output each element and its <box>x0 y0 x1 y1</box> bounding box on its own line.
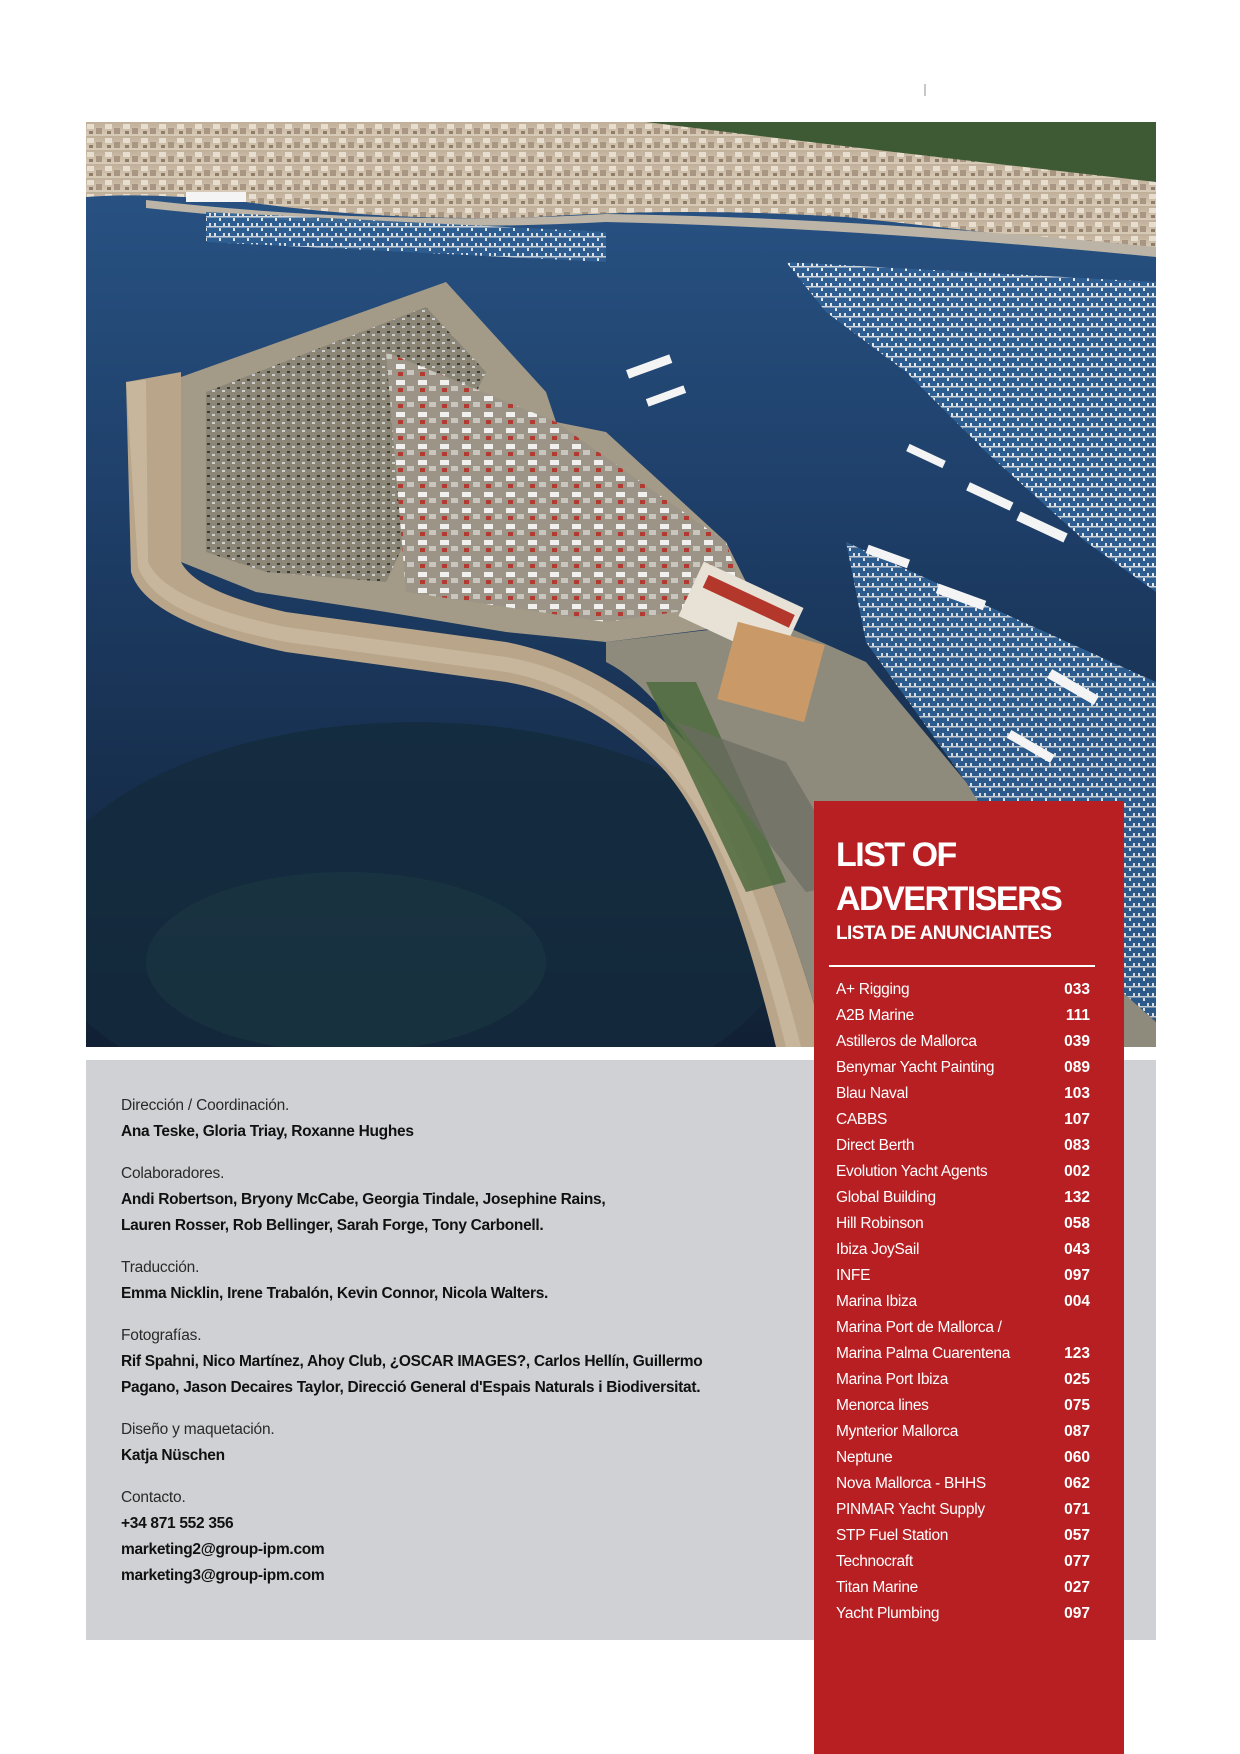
advertiser-row <box>836 1367 1090 1393</box>
advertiser-row <box>836 1549 1090 1575</box>
page-marker <box>924 84 926 96</box>
credit-design <box>121 1417 761 1469</box>
advertiser-row <box>836 1341 1090 1367</box>
advertiser-name: Marina Port de Mallorca / <box>836 1319 1002 1336</box>
advertiser-name: Hill Robinson <box>836 1215 924 1232</box>
advertiser-page-number: 002 <box>1064 1163 1090 1180</box>
advertiser-name: Global Building <box>836 1189 936 1206</box>
advertisers-panel <box>814 801 1124 1754</box>
credit-role-label: Diseño y maquetación. <box>121 1421 275 1438</box>
advertiser-page-number: 075 <box>1064 1397 1090 1414</box>
advertiser-name: Menorca lines <box>836 1397 929 1414</box>
advertiser-row <box>836 1419 1090 1445</box>
advertiser-page-number: 057 <box>1064 1527 1090 1544</box>
advertiser-row <box>836 1393 1090 1419</box>
credit-names: Ana Teske, Gloria Triay, Roxanne Hughes <box>121 1123 414 1140</box>
advertiser-row <box>836 1601 1090 1627</box>
advertisers-title-line1: LIST OF <box>836 836 956 874</box>
contact-email: marketing2@group-ipm.com <box>121 1541 325 1558</box>
advertiser-name: Direct Berth <box>836 1137 915 1154</box>
advertiser-page-number: 103 <box>1064 1085 1090 1102</box>
advertisers-list <box>836 977 1090 1627</box>
advertiser-name: Titan Marine <box>836 1579 918 1596</box>
advertiser-page-number: 004 <box>1064 1293 1090 1310</box>
advertiser-row <box>836 1211 1090 1237</box>
advertiser-name: Evolution Yacht Agents <box>836 1163 988 1180</box>
advertiser-page-number: 027 <box>1064 1579 1090 1596</box>
advertiser-page-number: 062 <box>1064 1475 1090 1492</box>
advertiser-row <box>836 1263 1090 1289</box>
advertiser-row <box>836 1471 1090 1497</box>
credits-content <box>121 1093 761 1605</box>
advertiser-name: A2B Marine <box>836 1007 914 1024</box>
contact-email: marketing3@group-ipm.com <box>121 1567 325 1584</box>
advertiser-row <box>836 1055 1090 1081</box>
advertiser-name: Technocraft <box>836 1553 913 1570</box>
advertiser-name: Neptune <box>836 1449 893 1466</box>
advertiser-name: Marina Palma Cuarentena <box>836 1345 1011 1362</box>
advertiser-name: CABBS <box>836 1111 888 1128</box>
advertiser-name: Marina Ibiza <box>836 1293 917 1310</box>
advertiser-row <box>836 1575 1090 1601</box>
credit-direction <box>121 1093 761 1145</box>
credit-collaborators <box>121 1161 761 1239</box>
advertiser-name: Marina Port Ibiza <box>836 1371 949 1388</box>
credit-role-label: Contacto. <box>121 1489 186 1506</box>
credit-names: Andi Robertson, Bryony McCabe, Georgia Tindale, Josephine Rains, <box>121 1191 606 1208</box>
advertiser-page-number: 111 <box>1065 1007 1090 1024</box>
advertiser-name: Benymar Yacht Painting <box>836 1059 995 1076</box>
advertisers-title <box>836 833 1106 921</box>
advertiser-row <box>836 1523 1090 1549</box>
advertiser-row <box>836 1237 1090 1263</box>
credit-role-label: Traducción. <box>121 1259 200 1276</box>
advertiser-row <box>836 977 1090 1003</box>
advertiser-page-number: 043 <box>1064 1241 1090 1258</box>
advertiser-name: Mynterior Mallorca <box>836 1423 959 1440</box>
credit-role-label: Fotografías. <box>121 1327 202 1344</box>
credit-role-label: Dirección / Coordinación. <box>121 1097 290 1114</box>
credit-photos <box>121 1323 761 1401</box>
advertiser-page-number: 132 <box>1064 1189 1090 1206</box>
advertiser-page-number: 039 <box>1064 1033 1090 1050</box>
advertiser-name: INFE <box>836 1267 871 1284</box>
advertiser-row <box>836 1107 1090 1133</box>
advertiser-row <box>836 1289 1090 1315</box>
advertiser-row <box>836 1029 1090 1055</box>
advertiser-row <box>836 1133 1090 1159</box>
advertiser-page-number: 033 <box>1064 981 1090 998</box>
contact-phone: +34 871 552 356 <box>121 1515 234 1532</box>
credit-names: Emma Nicklin, Irene Trabalón, Kevin Connor, Nicola Walters. <box>121 1285 549 1302</box>
divider <box>829 965 1095 967</box>
advertiser-page-number: 089 <box>1064 1059 1090 1076</box>
credit-names: Katja Nüschen <box>121 1447 225 1464</box>
credit-names: Pagano, Jason Decaires Taylor, Direcció General d'Espais Naturals i Biodiversitat. <box>121 1379 701 1396</box>
credit-translation <box>121 1255 761 1307</box>
advertiser-name: Astilleros de Mallorca <box>836 1033 977 1050</box>
advertisers-subtitle: LISTA DE ANUNCIANTES <box>836 923 1052 944</box>
advertiser-page-number: 107 <box>1064 1111 1090 1128</box>
advertiser-name: A+ Rigging <box>836 981 910 998</box>
advertiser-row <box>836 1159 1090 1185</box>
advertiser-row <box>836 1003 1090 1029</box>
advertiser-page-number: 071 <box>1064 1501 1090 1518</box>
advertiser-row <box>836 1497 1090 1523</box>
advertiser-page-number: 083 <box>1064 1137 1090 1154</box>
advertiser-page-number: 077 <box>1064 1553 1090 1570</box>
credit-contact <box>121 1485 761 1589</box>
advertiser-page-number: 087 <box>1064 1423 1090 1440</box>
advertisers-title-line2: ADVERTISERS <box>836 880 1062 918</box>
advertiser-name: Blau Naval <box>836 1085 908 1102</box>
advertiser-page-number: 060 <box>1064 1449 1090 1466</box>
advertiser-row <box>836 1081 1090 1107</box>
advertiser-name: STP Fuel Station <box>836 1527 949 1544</box>
advertiser-page-number: 097 <box>1064 1605 1090 1622</box>
advertiser-name: Ibiza JoySail <box>836 1241 920 1258</box>
credit-names: Lauren Rosser, Rob Bellinger, Sarah Forge, Tony Carbonell. <box>121 1217 544 1234</box>
credit-role-label: Colaboradores. <box>121 1165 225 1182</box>
advertiser-row <box>836 1315 1090 1341</box>
advertiser-row <box>836 1445 1090 1471</box>
advertiser-row <box>836 1185 1090 1211</box>
advertiser-name: Yacht Plumbing <box>836 1605 940 1622</box>
advertiser-name: Nova Mallorca - BHHS <box>836 1475 986 1492</box>
advertiser-page-number: 097 <box>1064 1267 1090 1284</box>
advertiser-page-number: 123 <box>1064 1345 1090 1362</box>
credit-names: Rif Spahni, Nico Martínez, Ahoy Club, ¿OSCAR IMAGES?, Carlos Hellín, Guillermo <box>121 1353 703 1370</box>
advertiser-page-number: 058 <box>1064 1215 1090 1232</box>
advertiser-page-number: 025 <box>1064 1371 1090 1388</box>
advertiser-name: PINMAR Yacht Supply <box>836 1501 985 1518</box>
